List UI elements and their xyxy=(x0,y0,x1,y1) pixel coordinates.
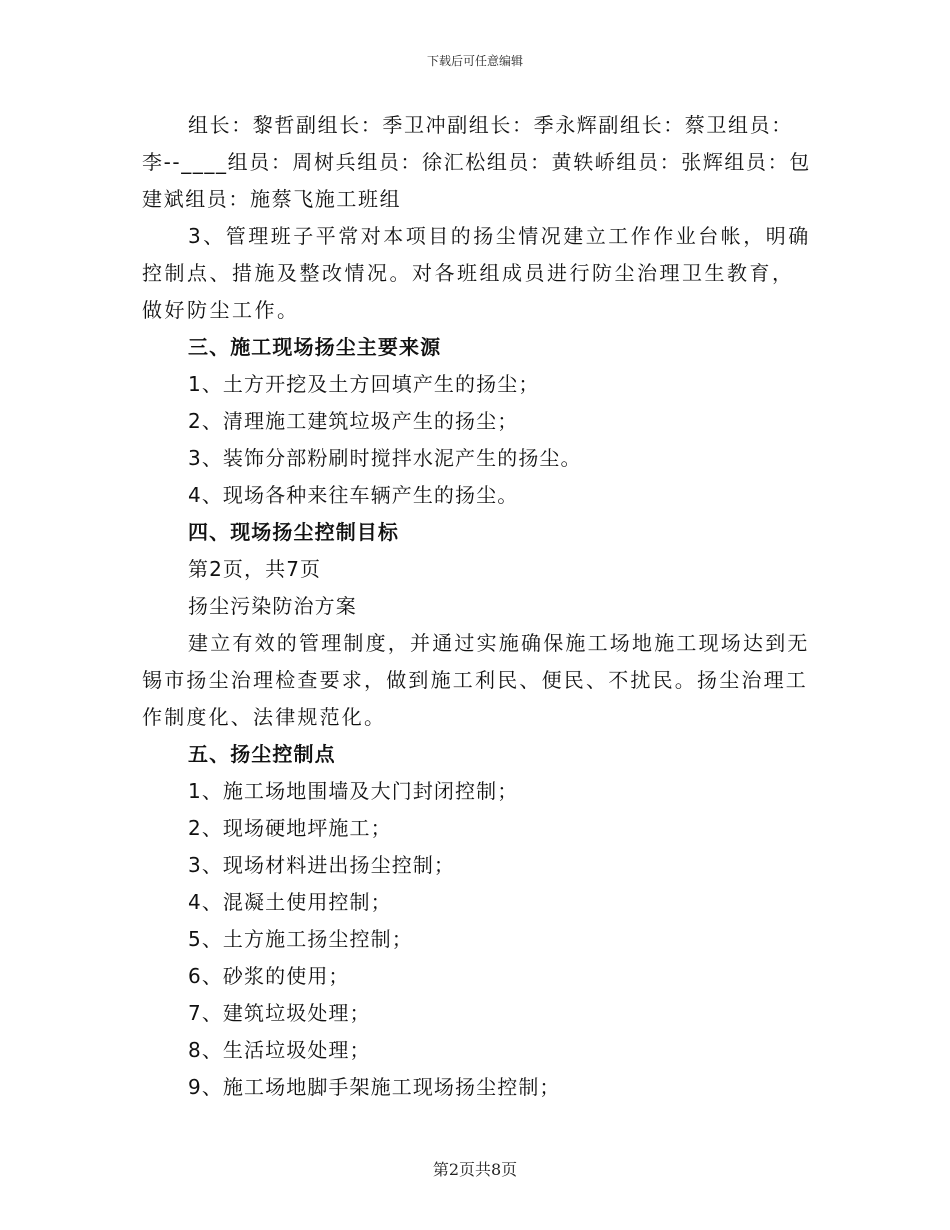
control-point-item: 1、施工场地围墙及大门封闭控制； xyxy=(188,779,519,803)
section-4-heading: 四、现场扬尘控制目标 xyxy=(188,520,399,544)
source-item: 2、清理施工建筑垃圾产生的扬尘； xyxy=(188,409,519,433)
management-paragraph: 3、管理班子平常对本项目的扬尘情况建立工作作业台帐，明确控制点、措施及整改情况。对各班组成员进行防尘治理卫生教育，做好防尘工作。 xyxy=(142,224,811,322)
control-point-item: 9、施工场地脚手架施工现场扬尘控制； xyxy=(188,1075,561,1099)
control-point-item: 3、现场材料进出扬尘控制； xyxy=(188,853,456,877)
source-item: 4、现场各种来往车辆产生的扬尘。 xyxy=(188,483,519,507)
source-item: 3、装饰分部粉刷时搅拌水泥产生的扬尘。 xyxy=(188,446,582,470)
page-header: 下载后可任意编辑 xyxy=(426,54,523,68)
document-title: 扬尘污染防治方案 xyxy=(188,594,357,618)
document-body xyxy=(142,107,812,1106)
control-point-item: 5、土方施工扬尘控制； xyxy=(188,927,413,951)
page-marker: 第2页，共7页 xyxy=(188,557,322,581)
control-point-item: 7、建筑垃圾处理； xyxy=(188,1001,371,1025)
section-3-heading: 三、施工现场扬尘主要来源 xyxy=(188,335,442,359)
control-point-item: 2、现场硬地坪施工； xyxy=(188,816,392,840)
control-point-item: 6、砂浆的使用； xyxy=(188,964,350,988)
control-point-item: 8、生活垃圾处理； xyxy=(188,1038,371,1062)
source-item: 1、土方开挖及土方回填产生的扬尘； xyxy=(188,372,540,396)
team-members-paragraph: 组长：黎哲副组长：季卫冲副组长：季永辉副组长：蔡卫组员：李--____组员：周树兵组员：徐汇松组员：黄轶峤组员：张辉组员：包建斌组员：施蔡飞施工班组 xyxy=(142,113,811,211)
page-footer: 第2页共8页 xyxy=(432,1160,518,1179)
goal-paragraph: 建立有效的管理制度，并通过实施确保施工场地施工现场达到无锡市扬尘治理检查要求，做到施工利民、便民、不扰民。扬尘治理工作制度化、法律规范化。 xyxy=(142,631,810,729)
section-5-heading: 五、扬尘控制点 xyxy=(188,742,336,766)
control-point-item: 4、混凝土使用控制； xyxy=(188,890,392,914)
